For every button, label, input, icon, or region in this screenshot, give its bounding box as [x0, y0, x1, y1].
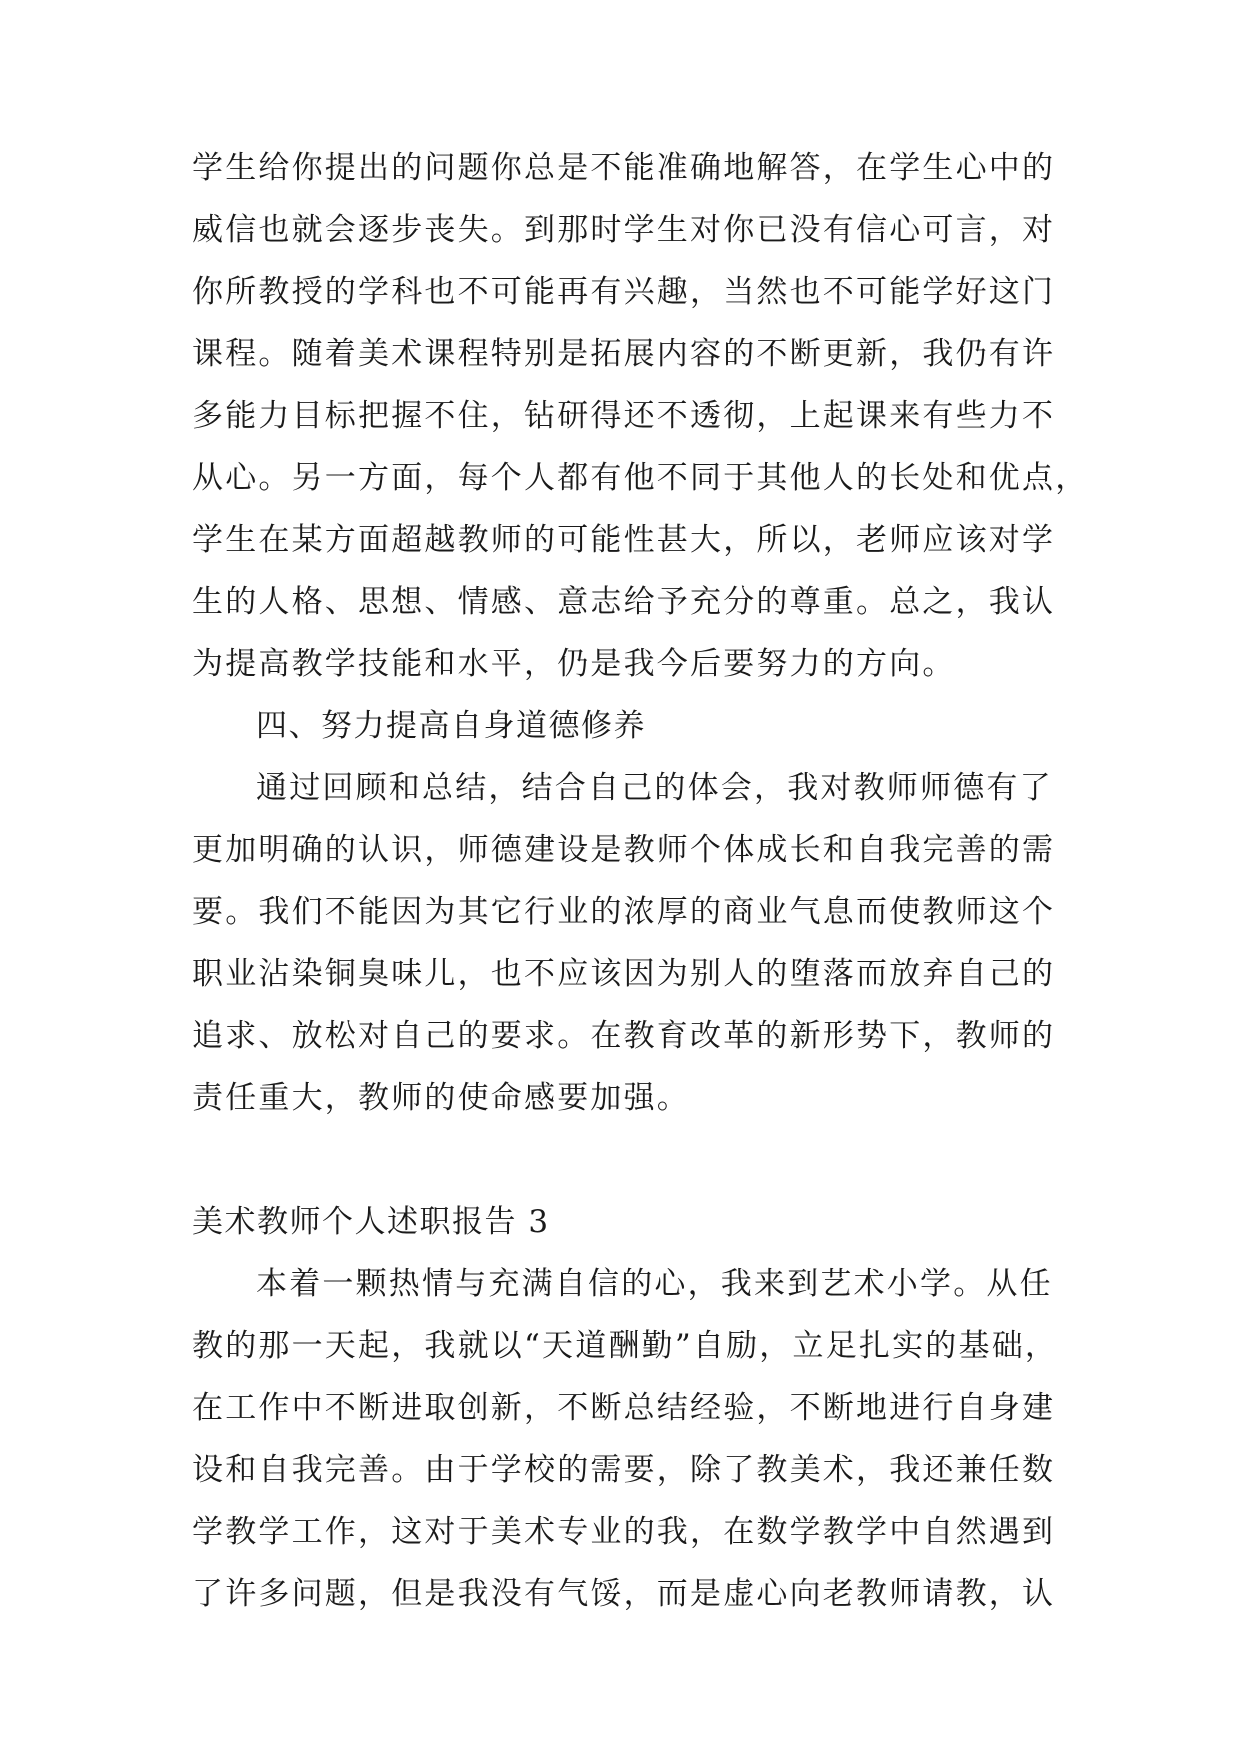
paragraph-line: 责任重大，教师的使命感要加强。: [192, 1080, 690, 1116]
paragraph-line: 从心。另一方面，每个人都有他不同于其他人的长处和优点，: [192, 460, 1089, 496]
paragraph-line: 多能力目标把握不住，钻研得还不透彻，上起课来有些力不: [192, 398, 1056, 434]
paragraph-line: 设和自我完善。由于学校的需要，除了教美术，我还兼任数: [192, 1452, 1056, 1488]
paragraph-line: 在工作中不断进取创新，不断总结经验，不断地进行自身建: [192, 1390, 1056, 1426]
section-heading: 四、努力提高自身道德修养: [256, 708, 646, 744]
paragraph-line: 通过回顾和总结，结合自己的体会，我对教师师德有了: [256, 770, 1053, 806]
paragraph-line: 学生给你提出的问题你总是不能准确地解答，在学生心中的: [192, 150, 1056, 186]
paragraph-line: 学教学工作，这对于美术专业的我，在数学教学中自然遇到: [192, 1514, 1056, 1550]
paragraph-line: 为提高教学技能和水平，仍是我今后要努力的方向。: [192, 646, 956, 682]
paragraph-line: 你所教授的学科也不可能再有兴趣，当然也不可能学好这门: [192, 274, 1056, 310]
paragraph-line: 更加明确的认识，师德建设是教师个体成长和自我完善的需: [192, 832, 1056, 868]
paragraph-line: 课程。随着美术课程特别是拓展内容的不断更新，我仍有许: [192, 336, 1056, 372]
paragraph-line: 要。我们不能因为其它行业的浓厚的商业气息而使教师这个: [192, 894, 1056, 930]
paragraph-line: 职业沾染铜臭味儿，也不应该因为别人的堕落而放弃自己的: [192, 956, 1056, 992]
paragraph-line: 教的那一天起，我就以“天道酬勤”自励，立足扎实的基础，: [192, 1328, 1059, 1364]
paragraph-line: 威信也就会逐步丧失。到那时学生对你已没有信心可言，对: [192, 212, 1056, 248]
paragraph-line: 了许多问题，但是我没有气馁，而是虚心向老教师请教，认: [192, 1576, 1056, 1612]
paragraph-line: 追求、放松对自己的要求。在教育改革的新形势下，教师的: [192, 1018, 1056, 1054]
report-title: 美术教师个人述职报告 3: [192, 1204, 550, 1240]
paragraph-line: 本着一颗热情与充满自信的心，我来到艺术小学。从任: [256, 1266, 1053, 1302]
paragraph-line: 学生在某方面超越教师的可能性甚大，所以，老师应该对学: [192, 522, 1056, 558]
paragraph-line: 生的人格、思想、情感、意志给予充分的尊重。总之，我认: [192, 584, 1056, 620]
